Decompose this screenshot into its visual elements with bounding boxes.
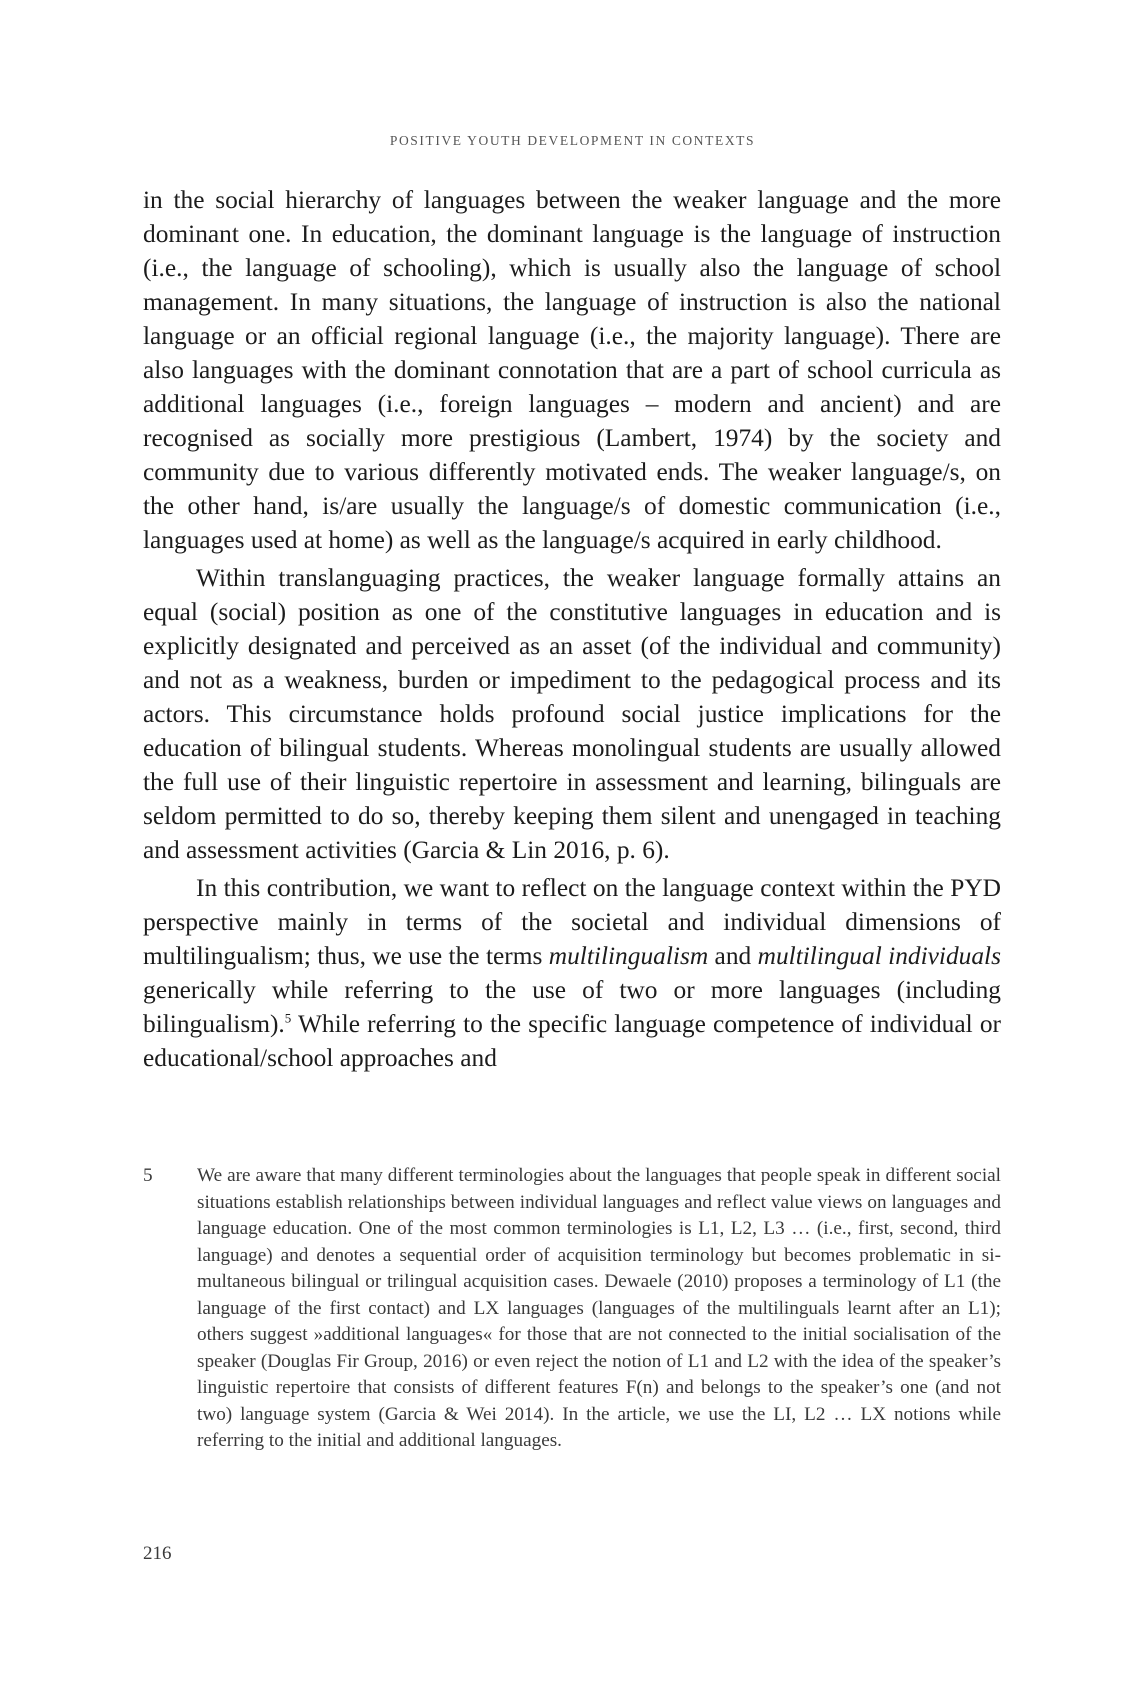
footnote-text: We are aware that many different terminologies about the languages that people speak in different social situations establish relationships between individual languages and reflect value views on languages and language education. One of the most common terminologies is L1, L2, L3 … (i.e., first, second, third language) and denotes a sequential order of acquisition terminology but becomes problematic in simultaneous bilingual or trilingual acquisition cases. Dewaele (2010) proposes a terminology of L1 (the language of the first contact) and LX languages (languages of the multilinguals learnt after an L1); others suggest »additional languages« for those that are not connected to the initial socialisation of the speaker (Douglas Fir Group, 2016) or even reject the notion of L1 and L2 with the idea of the speaker’s linguistic repertoire that consists of different features F(n) and belongs to the speaker’s one (and not two) language system (Garcia & Wei 2014). In the article, we use the LI, L2 … LX notions while referring to the initial and additional languages. (197, 1165, 1001, 1451)
paragraph-3-text-4: While referring to the specific language competence of individual or educational/school approaches and (143, 1010, 1001, 1072)
paragraph-3-text-2: and (708, 942, 758, 970)
paragraph-1: in the social hierarchy of languages between the weaker language and the more dominant one. In education, the dominant language is the language of instruction (i.e., the language of schooling), which is usually also the language of school management. In many situations, the language of instruction is also the national language or an official regional language (i.e., the majority language). There are also languages with the dominant connotation that are a part of school curricula as additional languages (i.e., foreign languages – modern and ancient) and are recognised as socially more prestigious (Lambert, 1974) by the society and community due to various differently motivated ends. The weaker language/s, on the other hand, is/are usually the language/s of domestic communication (i.e., languages used at home) as well as the language/s acquired in early childhood. (143, 186, 1001, 554)
paragraph-3 (143, 871, 1001, 1075)
term-multilingual-individuals: multilingual individuals (757, 942, 1001, 970)
term-multilingualism: multilingualism (548, 942, 709, 970)
paragraph-2: Within translanguaging practices, the weaker language formally attains an equal (social) position as one of the constitutive languages in education and is explicitly designated and perceived as an asset (of the individual and community) and not as a weakness, burden or impediment to the pedagogical process and its actors. This circumstance holds profound social justice implications for the education of bilingual students. Whereas monolingual students are usually allowed the full use of their linguistic repertoire in assessment and learning, bilinguals are seldom permitted to do so, thereby keeping them silent and unengaged in teaching and assessment activities (Garcia & Lin 2016, p. 6). (143, 564, 1001, 864)
paragraph-3-text-3: generically while referring to the use of two or more languages (including bilingualism). (143, 976, 1001, 1038)
page-number: 216 (143, 1543, 172, 1564)
footnote-number: 5 (143, 1165, 153, 1186)
main-text (143, 183, 1001, 1075)
running-head: POSITIVE YOUTH DEVELOPMENT IN CONTEXTS (389, 133, 756, 148)
footnote-reference[interactable]: 5 (284, 1010, 292, 1026)
paragraph-3-text-1: In this contribution, we want to reflect on the language context within the PYD perspective mainly in terms of the societal and individual dimensions of multilingualism; thus, we use the terms (143, 874, 1001, 970)
footnote (143, 1163, 1001, 1455)
